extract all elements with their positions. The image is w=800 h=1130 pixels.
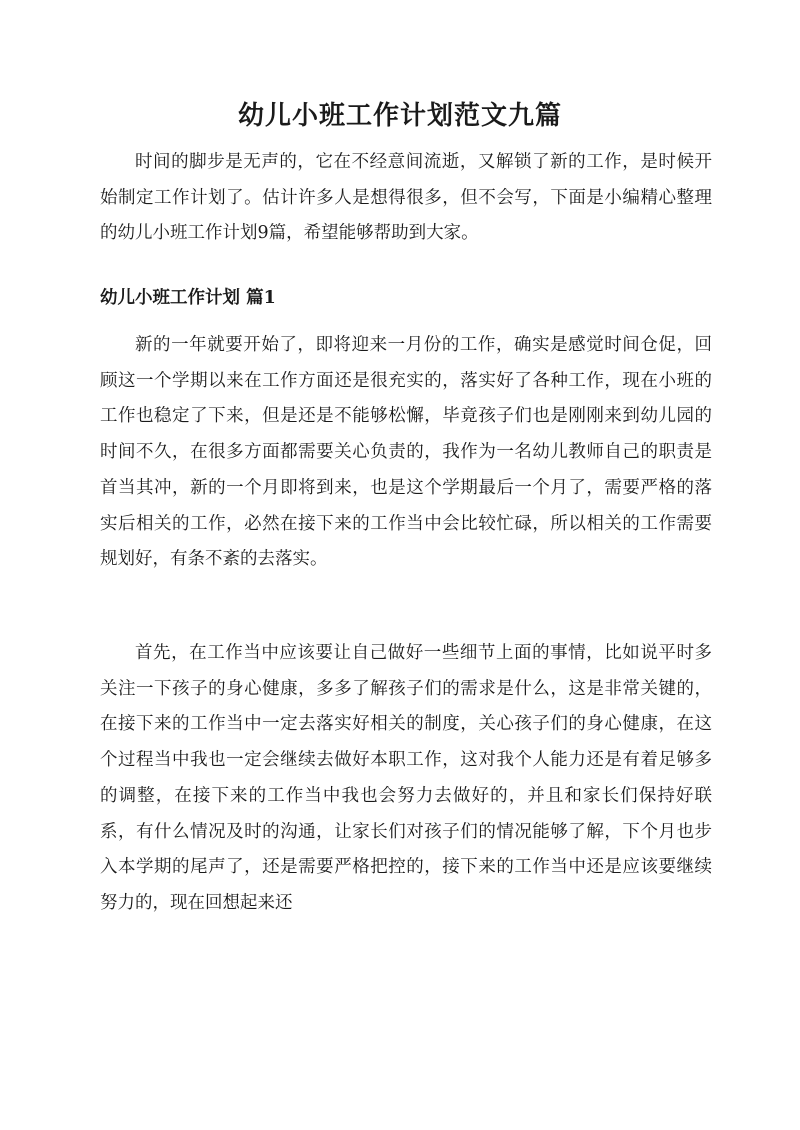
body-paragraph: 首先，在工作当中应该要让自己做好一些细节上面的事情，比如说平时多关注一下孩子的身心健康，多多了解孩子们的需求是什么，这是非常关键的，在接下来的工作当中一定去落实好相关的制度，关心孩子们的身心健康，在这个过程当中我也一定会继续去做好本职工作，这对我个人能力还是有着足够多的调整，在接下来的工作当中我也会努力去做好的，并且和家长们保持好联系，有什么情况及时的沟通，让家长们对孩子们的情况能够了解，下个月也步入本学期的尾声了，还是需要严格把控的，接下来的工作当中还是应该要继续努力的，现在回想起来还 xyxy=(100,643,712,913)
document-title: 幼儿小班工作计划范文九篇 xyxy=(237,101,562,131)
section-heading: 幼儿小班工作计划 篇1 xyxy=(100,288,276,308)
body-paragraph: 新的一年就要开始了，即将迎来一月份的工作，确实是感觉时间仓促，回顾这一个学期以来在工作方面还是很充实的，落实好了各种工作，现在小班的工作也稳定了下来，但是还是不能够松懈，毕竟孩子们也是刚刚来到幼儿园的时间不久，在很多方面都需要关心负责的，我作为一名幼儿教师自己的职责是首当其冲，新的一个月即将到来，也是这个学期最后一个月了，需要严格的落实后相关的工作，必然在接下来的工作当中会比较忙碌，所以相关的工作需要规划好，有条不紊的去落实。 xyxy=(100,335,712,570)
intro-paragraph: 时间的脚步是无声的，它在不经意间流逝，又解锁了新的工作，是时候开始制定工作计划了。估计许多人是想得很多，但不会写，下面是小编精心整理的幼儿小班工作计划9篇，希望能够帮助到大家。 xyxy=(100,152,712,244)
